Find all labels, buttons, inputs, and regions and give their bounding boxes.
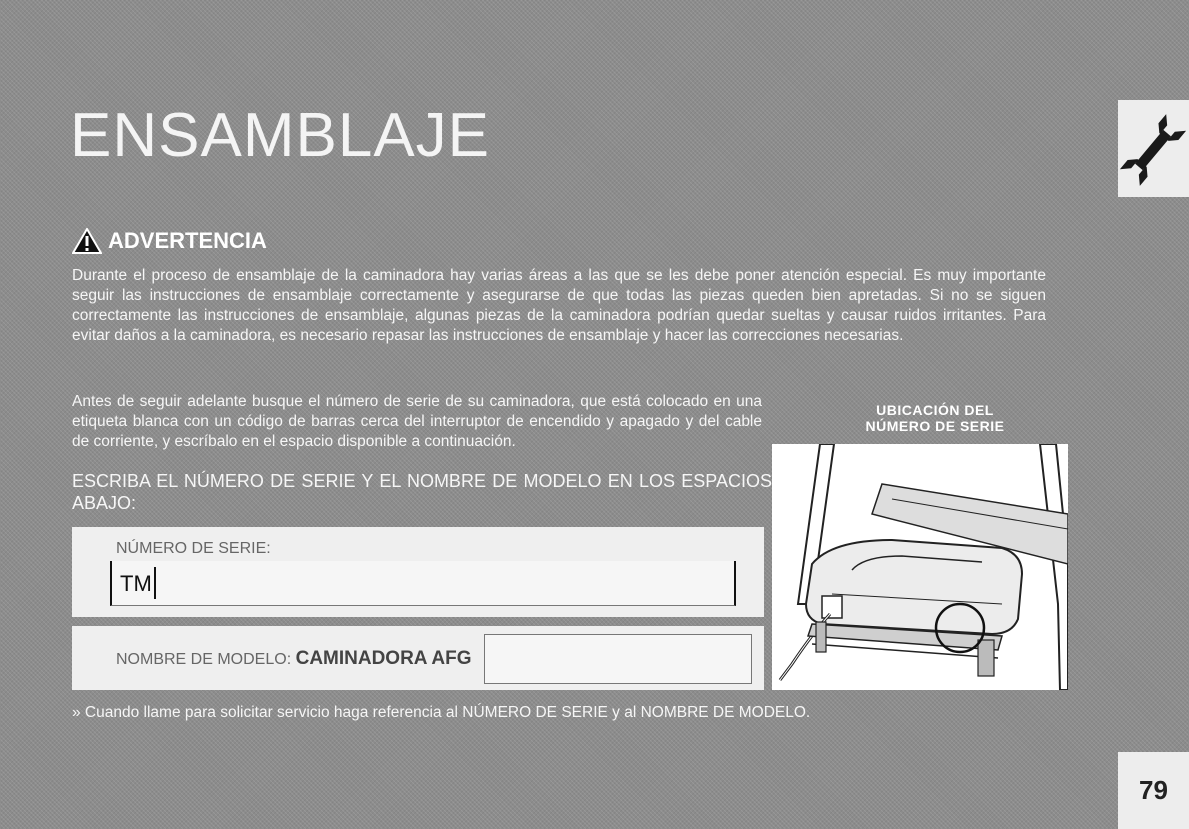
write-prompt: ESCRIBA EL NÚMERO DE SERIE Y EL NOMBRE DE MODELO EN LOS ESPACIOS ABAJO: bbox=[72, 471, 772, 513]
treadmill-illustration bbox=[772, 444, 1068, 690]
page-number: 79 bbox=[1118, 752, 1189, 829]
serial-number-field[interactable] bbox=[110, 561, 736, 606]
model-name-label: NOMBRE DE MODELO: CAMINADORA AFG bbox=[116, 648, 472, 669]
model-name-box bbox=[72, 626, 764, 690]
serial-number-box bbox=[72, 527, 764, 617]
wrench-icon bbox=[1118, 100, 1189, 197]
model-name-field[interactable] bbox=[484, 634, 752, 684]
page-title: ENSAMBLAJE bbox=[70, 101, 491, 170]
serial-location-caption: UBICACIÓN DEL NÚMERO DE SERIE bbox=[865, 402, 1005, 434]
warning-label: ADVERTENCIA bbox=[108, 228, 267, 253]
footnote: » Cuando llame para solicitar servicio haga referencia al NÚMERO DE SERIE y al NOMBRE DE MODELO. bbox=[72, 704, 811, 721]
warning-triangle-icon bbox=[72, 228, 102, 254]
warning-paragraph: Durante el proceso de ensamblaje de la caminadora hay varias áreas a las que se les debe poner atención especial. Es muy importante seguir las instrucciones de ensamblaje correctamente y asegurarse de que todas las piezas queden bien apretadas. Si no se siguen correctamente las instrucciones de ensamblaje, algunas piezas de la caminadora podrían quedar sueltas y causar ruidos irritantes. Para evitar daños a la caminadora, es necesario repasar las instrucciones de ensamblaje y hacer las correcciones necesarias. bbox=[72, 267, 1046, 344]
field-divider bbox=[154, 567, 156, 599]
section-tab bbox=[1118, 100, 1189, 197]
serial-prefix: TM bbox=[120, 571, 152, 596]
serial-paragraph: Antes de seguir adelante busque el número de serie de su caminadora, que está colocado en una etiqueta blanca con un código de barras cerca del interruptor de encendido y apagado y del cable de corriente, y escríbalo en el espacio disponible a continuación. bbox=[72, 393, 762, 450]
serial-number-label: NÚMERO DE SERIE: bbox=[116, 540, 271, 557]
warning-heading bbox=[72, 228, 267, 254]
model-name-value: CAMINADORA AFG bbox=[295, 648, 472, 669]
